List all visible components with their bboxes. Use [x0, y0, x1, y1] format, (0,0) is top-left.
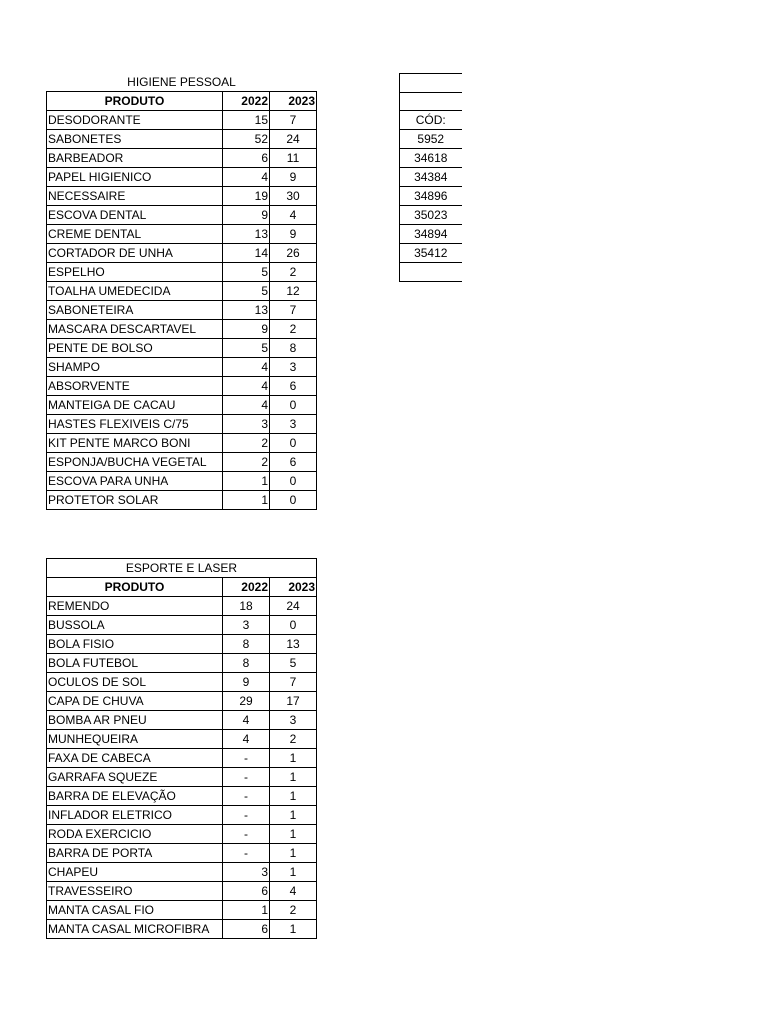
cell-produto: MANTA CASAL FIO [47, 901, 223, 920]
cell-produto: BARBEADOR [47, 149, 223, 168]
cell-2023: 1 [270, 825, 317, 844]
cell-cod: 34384 [400, 168, 462, 187]
cell-2023: 17 [270, 692, 317, 711]
cell-produto: REMENDO [47, 597, 223, 616]
table-row [47, 320, 317, 339]
table-row [47, 187, 317, 206]
column-header-produto: PRODUTO [47, 578, 223, 597]
cell-2023: 1 [270, 920, 317, 939]
cell-2022: 14 [223, 244, 270, 263]
cell-produto: CHAPEU [47, 863, 223, 882]
table-row [47, 711, 317, 730]
cell-produto: FAXA DE CABECA [47, 749, 223, 768]
cell-produto: CORTADOR DE UNHA [47, 244, 223, 263]
cell-cod: 35023 [400, 206, 462, 225]
table-row [47, 377, 317, 396]
cell-2023: 1 [270, 863, 317, 882]
empty-cell [400, 263, 462, 282]
cell-produto: INFLADOR ELETRICO [47, 806, 223, 825]
table-row [47, 749, 317, 768]
cell-2022: 6 [223, 920, 270, 939]
table-higiene-pessoal [46, 73, 317, 510]
table-header-row [47, 92, 317, 111]
table-row [47, 844, 317, 863]
table-row [47, 244, 317, 263]
cell-produto: NECESSAIRE [47, 187, 223, 206]
table-row [47, 597, 317, 616]
cell-produto: BUSSOLA [47, 616, 223, 635]
table-row [47, 301, 317, 320]
table-row [47, 282, 317, 301]
cell-produto: MASCARA DESCARTAVEL [47, 320, 223, 339]
cell-2022: 4 [223, 168, 270, 187]
column-header-2023: 2023 [270, 92, 317, 111]
table-header-row [47, 578, 317, 597]
cell-produto: BARRA DE PORTA [47, 844, 223, 863]
cell-2023: 9 [270, 225, 317, 244]
cell-produto: ESPONJA/BUCHA VEGETAL [47, 453, 223, 472]
cell-produto: CAPA DE CHUVA [47, 692, 223, 711]
table-row [47, 415, 317, 434]
cell-produto: BARRA DE ELEVAÇÃO [47, 787, 223, 806]
cell-2022: 1 [223, 901, 270, 920]
table-row [47, 806, 317, 825]
empty-cell [400, 92, 462, 111]
cell-2023: 6 [270, 453, 317, 472]
table-row [47, 787, 317, 806]
cell-2023: 1 [270, 768, 317, 787]
table-row-empty [400, 263, 462, 282]
cell-2023: 9 [270, 168, 317, 187]
cell-produto: MANTA CASAL MICROFIBRA [47, 920, 223, 939]
cell-2023: 1 [270, 806, 317, 825]
cell-2022: 15 [223, 111, 270, 130]
table-row [47, 920, 317, 939]
cell-cod: 34896 [400, 187, 462, 206]
cell-produto: TOALHA UMEDECIDA [47, 282, 223, 301]
cell-2023: 0 [270, 396, 317, 415]
table-row [47, 111, 317, 130]
cell-2022: 4 [223, 358, 270, 377]
cell-produto: KIT PENTE MARCO BONI [47, 434, 223, 453]
table-row [47, 491, 317, 510]
cell-2022: 29 [223, 692, 270, 711]
table-caption-row [47, 559, 317, 578]
cell-2023: 12 [270, 282, 317, 301]
cell-cod: 35412 [400, 244, 462, 263]
table-row [47, 225, 317, 244]
cell-2023: 3 [270, 358, 317, 377]
cell-cod: 34618 [400, 149, 462, 168]
cell-2022: 3 [223, 415, 270, 434]
table-row [47, 358, 317, 377]
table-row [47, 206, 317, 225]
cell-2023: 8 [270, 339, 317, 358]
cell-produto: ESCOVA PARA UNHA [47, 472, 223, 491]
cell-2022: 6 [223, 149, 270, 168]
table-row [47, 768, 317, 787]
cell-2023: 0 [270, 434, 317, 453]
cell-2022: 2 [223, 453, 270, 472]
cell-produto: SHAMPO [47, 358, 223, 377]
table-row [400, 168, 462, 187]
cell-produto: MANTEIGA DE CACAU [47, 396, 223, 415]
cell-2022: - [223, 806, 270, 825]
cell-2022: 3 [223, 616, 270, 635]
cell-produto: PAPEL HIGIENICO [47, 168, 223, 187]
table-row [400, 187, 462, 206]
cell-2022: 2 [223, 434, 270, 453]
table-esporte-laser [46, 558, 317, 939]
table-row [47, 472, 317, 491]
cell-2022: 18 [223, 597, 270, 616]
cell-produto: ESPELHO [47, 263, 223, 282]
cell-2022: 52 [223, 130, 270, 149]
column-header-cod: CÓD: [400, 111, 462, 130]
cell-2023: 30 [270, 187, 317, 206]
cell-cod: 34894 [400, 225, 462, 244]
cell-produto: BOMBA AR PNEU [47, 711, 223, 730]
table-row [400, 206, 462, 225]
cell-2023: 0 [270, 472, 317, 491]
cell-produto: RODA EXERCICIO [47, 825, 223, 844]
cell-produto: SABONETEIRA [47, 301, 223, 320]
cell-2023: 24 [270, 597, 317, 616]
cell-2023: 11 [270, 149, 317, 168]
cell-2022: 4 [223, 730, 270, 749]
cell-2022: 1 [223, 491, 270, 510]
cell-2023: 7 [270, 111, 317, 130]
cell-produto: ESCOVA DENTAL [47, 206, 223, 225]
cell-2022: 13 [223, 225, 270, 244]
column-header-2022: 2022 [223, 578, 270, 597]
table-row [47, 825, 317, 844]
cell-produto: TRAVESSEIRO [47, 882, 223, 901]
cell-2023: 7 [270, 673, 317, 692]
cell-2023: 7 [270, 301, 317, 320]
cell-2022: 4 [223, 711, 270, 730]
cell-2023: 2 [270, 901, 317, 920]
column-header-produto: PRODUTO [47, 92, 223, 111]
cell-2022: 1 [223, 472, 270, 491]
table-row [47, 635, 317, 654]
table-header-row [400, 111, 462, 130]
cell-2023: 1 [270, 787, 317, 806]
cell-2023: 6 [270, 377, 317, 396]
cell-produto: BOLA FUTEBOL [47, 654, 223, 673]
cell-2022: 9 [223, 206, 270, 225]
cell-produto: PROTETOR SOLAR [47, 491, 223, 510]
column-header-2023: 2023 [270, 578, 317, 597]
cell-2022: 8 [223, 635, 270, 654]
table-title: HIGIENE PESSOAL [47, 73, 317, 92]
cell-2023: 2 [270, 320, 317, 339]
cell-2023: 2 [270, 263, 317, 282]
cell-2022: 8 [223, 654, 270, 673]
table-row-empty [400, 92, 462, 111]
table-title: ESPORTE E LASER [47, 559, 317, 578]
table-row [47, 130, 317, 149]
table-row [47, 673, 317, 692]
table-row [47, 616, 317, 635]
column-header-2022: 2022 [223, 92, 270, 111]
cell-produto: MUNHEQUEIRA [47, 730, 223, 749]
table-row [47, 263, 317, 282]
cell-cod: 5952 [400, 130, 462, 149]
cell-2022: 19 [223, 187, 270, 206]
table-row [400, 130, 462, 149]
table-row [47, 863, 317, 882]
table-row [47, 434, 317, 453]
table-row [400, 244, 462, 263]
cell-2023: 4 [270, 206, 317, 225]
cell-produto: BOLA FISIO [47, 635, 223, 654]
cell-2023: 26 [270, 244, 317, 263]
table-row [47, 339, 317, 358]
cell-2022: - [223, 749, 270, 768]
table-row [47, 453, 317, 472]
cell-2022: 6 [223, 882, 270, 901]
cell-2022: 3 [223, 863, 270, 882]
cell-produto: CREME DENTAL [47, 225, 223, 244]
cell-2023: 1 [270, 844, 317, 863]
empty-cell [400, 74, 462, 93]
cell-produto: SABONETES [47, 130, 223, 149]
cell-2022: - [223, 768, 270, 787]
table-caption-row [47, 73, 317, 92]
cell-2022: 4 [223, 396, 270, 415]
cell-2023: 0 [270, 616, 317, 635]
cell-2022: - [223, 844, 270, 863]
table-row [47, 730, 317, 749]
cell-2023: 4 [270, 882, 317, 901]
cell-produto: PENTE DE BOLSO [47, 339, 223, 358]
cell-2022: 5 [223, 263, 270, 282]
table-row [400, 225, 462, 244]
cell-produto: ABSORVENTE [47, 377, 223, 396]
cell-2022: 9 [223, 673, 270, 692]
table-row [47, 692, 317, 711]
cell-produto: HASTES FLEXIVEIS C/75 [47, 415, 223, 434]
table-row [47, 654, 317, 673]
cell-produto: DESODORANTE [47, 111, 223, 130]
cell-2023: 3 [270, 711, 317, 730]
cell-2023: 5 [270, 654, 317, 673]
cell-2022: - [223, 825, 270, 844]
table-row [400, 149, 462, 168]
table-row [47, 901, 317, 920]
cell-2022: 9 [223, 320, 270, 339]
cell-2023: 1 [270, 749, 317, 768]
cell-2023: 3 [270, 415, 317, 434]
cell-2022: 4 [223, 377, 270, 396]
cell-2022: 13 [223, 301, 270, 320]
table-row-empty [400, 74, 462, 93]
table-row [47, 149, 317, 168]
cell-2023: 24 [270, 130, 317, 149]
cell-2022: 5 [223, 339, 270, 358]
cell-2022: 5 [223, 282, 270, 301]
cell-produto: OCULOS DE SOL [47, 673, 223, 692]
cell-2023: 13 [270, 635, 317, 654]
cell-produto: GARRAFA SQUEZE [47, 768, 223, 787]
table-row [47, 396, 317, 415]
table-codigos [399, 73, 462, 282]
table-row [47, 168, 317, 187]
table-row [47, 882, 317, 901]
cell-2023: 0 [270, 491, 317, 510]
cell-2023: 2 [270, 730, 317, 749]
cell-2022: - [223, 787, 270, 806]
